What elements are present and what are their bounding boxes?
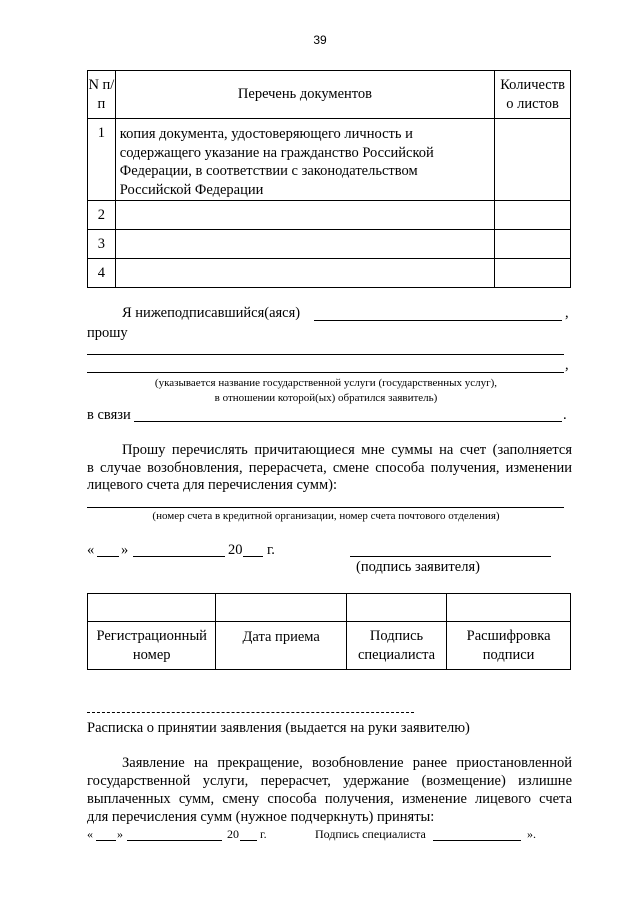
reception-date-label: Дата приема (216, 622, 346, 670)
row-document-text (115, 259, 494, 288)
transfer-text-line-1: Прошу перечислять причитающиеся мне суммы на счет (заполняется (122, 442, 572, 458)
period: . (563, 407, 567, 423)
row-document-text: копия документа, удостоверяющего личность и содержащего указание на гражданство Российской Федерации, в соответствии с законодательством Российской Федерации (115, 119, 494, 201)
table-row (88, 259, 571, 288)
specialist-signature-label: Подпись специалиста (346, 622, 446, 670)
signature-caption: (подпись заявителя) (356, 559, 480, 575)
row-number: 4 (88, 259, 116, 288)
signature-decoding-label: Расшифровка подписи (447, 622, 571, 670)
year-prefix: 20 (228, 542, 243, 558)
transfer-text-line-2: в случае возобновления, перерасчета, смене способа получения, изменении (87, 460, 572, 476)
receipt-text-line-2: государственной услуги, перерасчет, удержание (возмещение) излишне (87, 773, 572, 789)
table-row (88, 119, 571, 201)
table-row (88, 594, 571, 622)
receipt-year-suffix: г. (260, 827, 267, 841)
ask-label: прошу (87, 325, 128, 341)
receipt-specialist-signature-field[interactable] (433, 840, 521, 841)
service-caption-line-2: в отношении которой(ых) обратился заявитель) (214, 392, 438, 404)
applicant-signature-field[interactable] (350, 556, 551, 557)
service-name-field-line-1[interactable] (87, 354, 564, 355)
row-number: 1 (88, 119, 116, 201)
receipt-year-field[interactable] (240, 840, 257, 841)
receipt-text-line-1: Заявление на прекращение, возобновление ранее приостановленной (122, 755, 572, 771)
undersigned-label: Я нижеподписавшийся(аяся) (122, 305, 301, 321)
registration-number-cell[interactable] (88, 594, 216, 622)
specialist-signature-label: Подпись специалиста (315, 827, 426, 841)
row-sheet-count (495, 259, 571, 288)
row-document-text (115, 230, 494, 259)
specialist-signature-cell[interactable] (346, 594, 446, 622)
cut-line (87, 712, 414, 713)
row-sheet-count (495, 119, 571, 201)
table-row (88, 201, 571, 230)
applicant-name-field[interactable] (314, 320, 562, 321)
service-name-field-line-2[interactable] (87, 372, 564, 373)
quote-close: » (117, 827, 123, 841)
day-field[interactable] (97, 556, 119, 557)
account-number-field[interactable] (87, 507, 564, 508)
table-header-row (88, 71, 571, 119)
comma: , (565, 305, 569, 321)
row-number: 2 (88, 201, 116, 230)
receipt-month-field[interactable] (127, 840, 222, 841)
reception-date-cell[interactable] (216, 594, 346, 622)
due-to-label: в связи (87, 407, 131, 423)
header-number: N п/п (88, 71, 116, 119)
page-number: 39 (313, 33, 327, 47)
account-caption: (номер счета в кредитной организации, номер счета почтового отделения) (152, 510, 500, 522)
row-sheet-count (495, 201, 571, 230)
receipt-year-prefix: 20 (227, 827, 239, 841)
quote-close: » (121, 542, 129, 558)
registration-number-label: Регистрационный номер (88, 622, 216, 670)
table-header-row (88, 622, 571, 670)
documents-table (87, 70, 571, 288)
quote-open: « (87, 542, 95, 558)
comma: , (565, 357, 569, 373)
receipt-text-line-3: выплаченных сумм, смену способа получения, изменение лицевого счета (87, 791, 572, 807)
receipt-closing: ». (527, 827, 536, 841)
year-field[interactable] (243, 556, 263, 557)
registration-table (87, 593, 571, 670)
receipt-title: Расписка о принятии заявления (выдается на руки заявителю) (87, 720, 470, 736)
header-document-list: Перечень документов (115, 71, 494, 119)
row-document-text (115, 201, 494, 230)
service-caption-line-1: (указывается название государственной услуги (государственных услуг), (154, 377, 498, 389)
transfer-text-line-3: лицевого счета для перечисления сумм): (87, 477, 338, 493)
receipt-text-line-4: для перечисления сумм (нужное подчеркнуть) приняты: (87, 809, 435, 825)
year-suffix: г. (267, 542, 275, 558)
row-number: 3 (88, 230, 116, 259)
signature-decoding-cell[interactable] (447, 594, 571, 622)
header-sheet-count: Количеств о листов (495, 71, 571, 119)
quote-open: « (87, 827, 93, 841)
reason-field[interactable] (134, 421, 562, 422)
month-field[interactable] (133, 556, 225, 557)
receipt-day-field[interactable] (96, 840, 116, 841)
table-row (88, 230, 571, 259)
row-sheet-count (495, 230, 571, 259)
